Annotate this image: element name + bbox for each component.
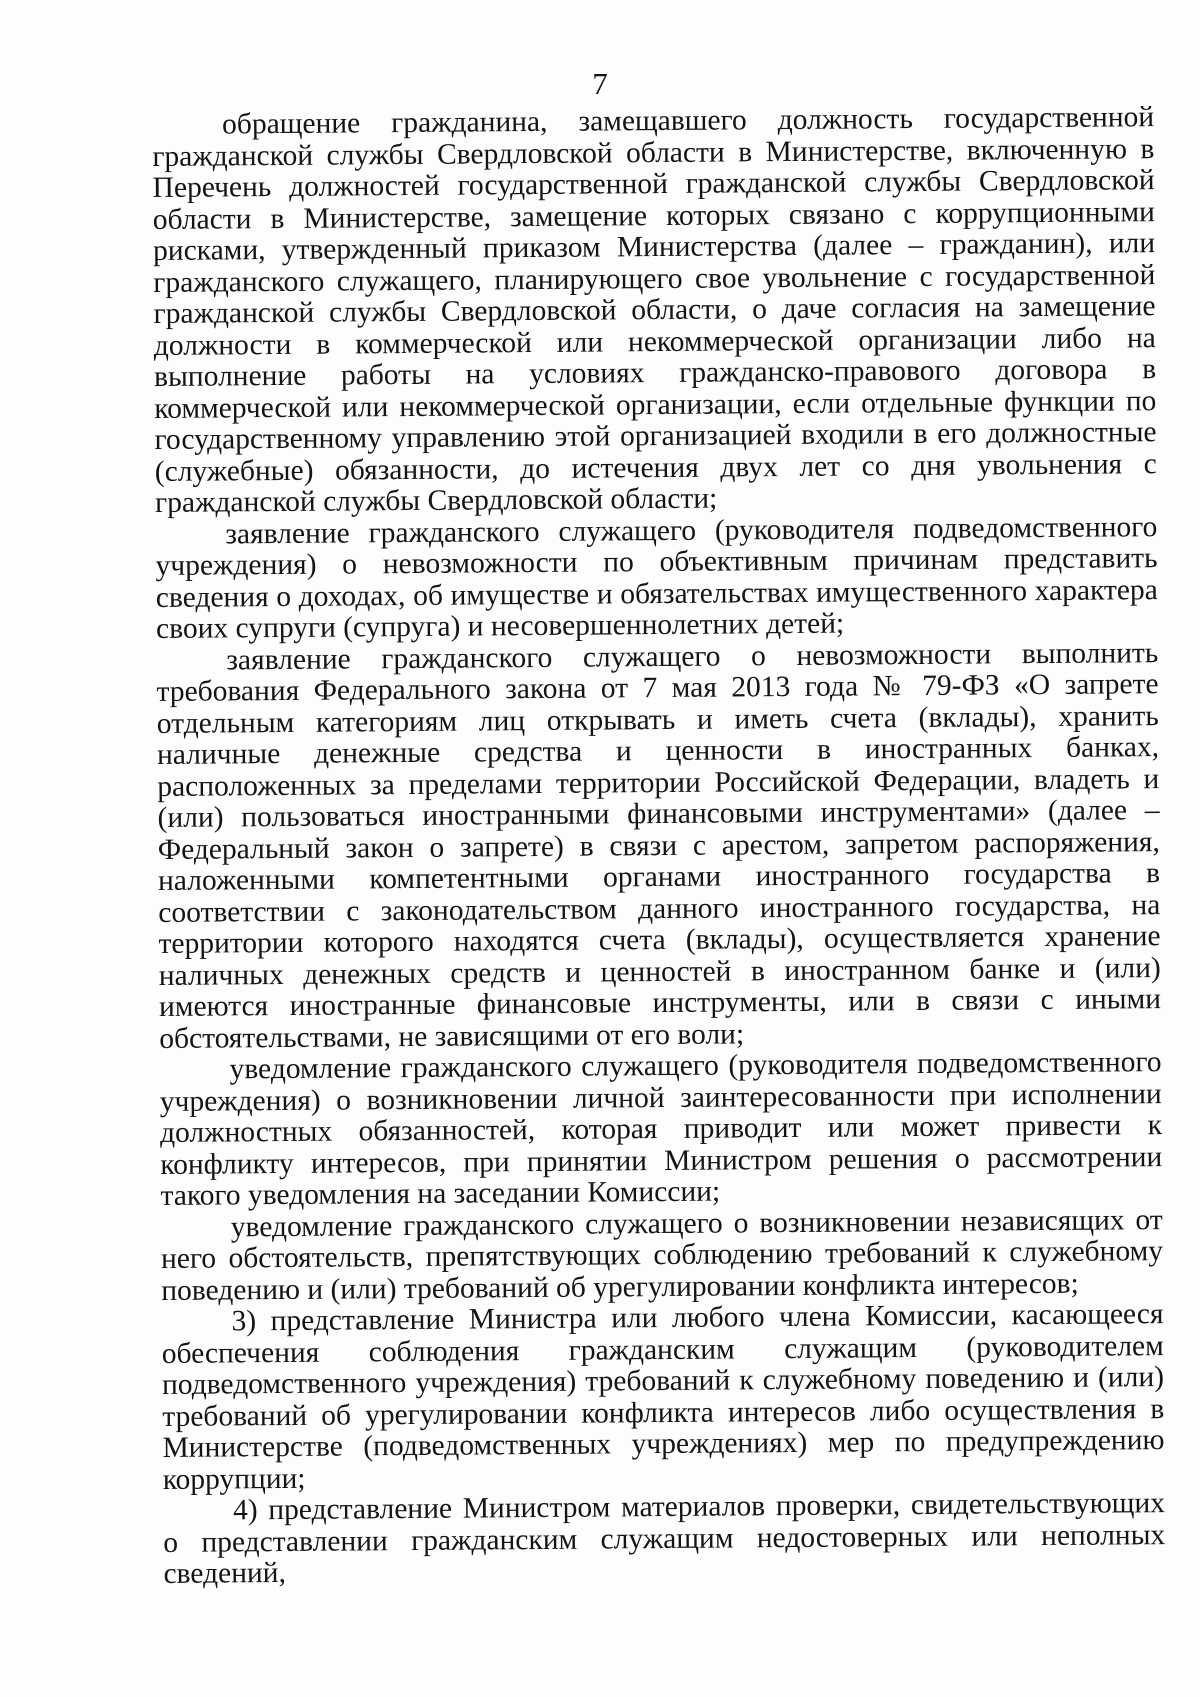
page-number: 7 [592,66,608,101]
paragraph-foreign-banks-law-statement: заявление гражданского служащего о невозможности выполнить требования Федерального закона от 7 мая 2013 года № 79-ФЗ «О запрете отдельным категориям лиц открывать и иметь счета (вклады), хранить наличные денежные средства и ценности в иностранных банках, расположенных за пределами территории Российской Федерации, владеть и (или) пользоваться иностранными финансовыми инструментами» (далее – Федеральный закон о запрете) в связи с арестом, запретом распоряжения, наложенными компетентными органами иностранного государства в соответствии с законодательством данного иностранного государства, на территории которого находятся счета (вклады), осуществляется хранение наличных денежных средств и ценностей в иностранном банке и (или) имеются иностранные финансовые инструменты, или в связи с иными обстоятельствами, не зависящими от его воли; [156,636,1162,1055]
paragraph-item-3-minister-submission: 3) представление Министра или любого члена Комиссии, касающееся обеспечения соблюдения гражданским служащим (руководителем подведомственного учреждения) требований к служебному поведению и (или) требований об урегулировании конфликта интересов либо осуществления в Министерстве (подведомственных учреждениях) мер по предупреждению коррупции; [161,1298,1165,1496]
paragraph-item-4-inspection-materials: 4) представление Министром материалов проверки, свидетельствующих о представлении гражданским служащим недостоверных или неполных сведений, [163,1487,1166,1590]
paragraph-personal-interest-notice: уведомление гражданского служащего (руководителя подведомственного учреждения) о возникновении личной заинтересованности при исполнении должностных обязанностей, которая приводит или может привести к конфликту интересов, при принятии Министром решения о рассмотрении такого уведомления на заседании Комиссии; [159,1046,1163,1212]
paragraph-citizen-appeal: обращение гражданина, замещавшего должность государственной гражданской службы Свердловской области в Министерстве, включенную в Перечень должностей государственной гражданской службы Свердловской области в Министерстве, замещение которых связано с коррупционными рисками, утвержденный приказом Министерства (далее – гражданин), или гражданского служащего, планирующего свое увольнение с государственной гражданской службы Свердловской области, о даче согласия на замещение должности в коммерческой или некоммерческой организации либо на выполнение работы на условиях гражданско-правового договора в коммерческой или некоммерческой организации, если отдельные функции по государственному управлению этой организацией входили в его должностные (служебные) обязанности, до истечения двух лет со дня увольнения с гражданской службы Свердловской области; [152,101,1157,519]
document-body [152,102,1166,1590]
paragraph-independent-circumstances-notice: уведомление гражданского служащего о возникновении независящих от него обстоятельств, препятствующих соблюдению требований к служебному поведению и (или) требований об урегулировании конфликта интересов; [160,1203,1164,1307]
paragraph-income-statement-impossibility: заявление гражданского служащего (руководителя подведомственного учреждения) о невозможности по объективным причинам представить сведения о доходах, об имуществе и обязательствах имущественного характера своих супруги (супруга) и несовершеннолетних детей; [155,510,1158,645]
